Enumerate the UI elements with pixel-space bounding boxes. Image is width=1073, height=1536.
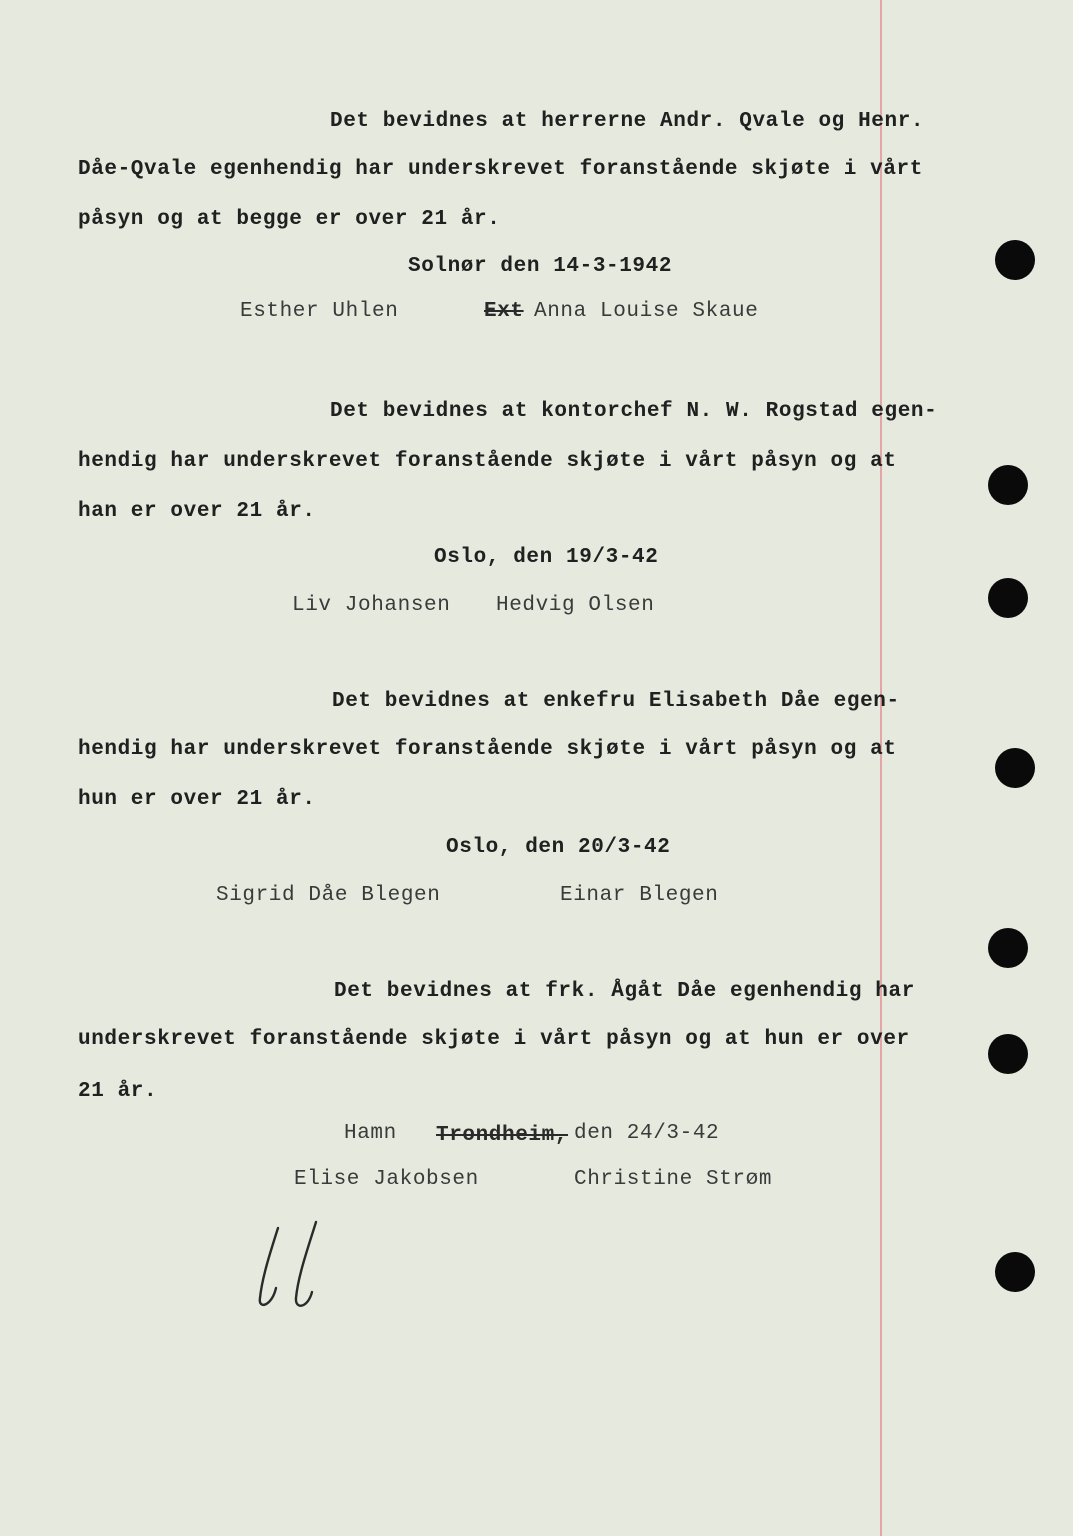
witness-name: Elise Jakobsen — [294, 1168, 479, 1191]
punch-hole — [988, 578, 1028, 618]
struck-text: Trondheim, — [436, 1124, 569, 1147]
punch-hole — [988, 465, 1028, 505]
attestation-line: Det bevidnes at enkefru Elisabeth Dåe egen- — [332, 690, 900, 713]
witness-name: Esther Uhlen — [240, 300, 399, 323]
margin-rule — [880, 0, 882, 1536]
attestation-line: han er over 21 år. — [78, 500, 316, 523]
place-date: Solnør den 14-3-1942 — [408, 255, 673, 278]
witness-name: Einar Blegen — [560, 884, 719, 907]
attestation-line: underskrevet foranstående skjøte i vårt påsyn og at hun er over — [78, 1028, 910, 1051]
handwritten-mark — [250, 1218, 330, 1318]
witness-name: Anna Louise Skaue — [534, 300, 759, 323]
place-date: Oslo, den 20/3-42 — [446, 836, 671, 859]
attestation-line: hun er over 21 år. — [78, 788, 316, 811]
attestation-line: Det bevidnes at herrerne Andr. Qvale og Henr. — [330, 110, 925, 133]
witness-name: Sigrid Dåe Blegen — [216, 884, 441, 907]
attestation-line: Dåe-Qvale egenhendig har underskrevet foranstående skjøte i vårt — [78, 158, 923, 181]
punch-hole — [988, 928, 1028, 968]
attestation-line: hendig har underskrevet foranstående skjøte i vårt påsyn og at — [78, 450, 897, 473]
punch-hole — [995, 1252, 1035, 1292]
place-date: den 24/3-42 — [574, 1122, 720, 1145]
witness-name: Christine Strøm — [574, 1168, 773, 1191]
attestation-line: påsyn og at begge er over 21 år. — [78, 208, 501, 231]
attestation-line: 21 år. — [78, 1080, 158, 1103]
witness-name: Hedvig Olsen — [496, 594, 655, 617]
attestation-line: hendig har underskrevet foranstående skjøte i vårt påsyn og at — [78, 738, 897, 761]
attestation-line: Det bevidnes at kontorchef N. W. Rogstad egen- — [330, 400, 938, 423]
attestation-line: Det bevidnes at frk. Ågåt Dåe egenhendig har — [334, 980, 915, 1003]
witness-name: Liv Johansen — [292, 594, 451, 617]
punch-hole — [995, 748, 1035, 788]
punch-hole — [988, 1034, 1028, 1074]
struck-text: Ext — [484, 300, 524, 323]
place-date: Oslo, den 19/3-42 — [434, 546, 659, 569]
place-prefix: Hamn — [344, 1122, 397, 1145]
punch-hole — [995, 240, 1035, 280]
